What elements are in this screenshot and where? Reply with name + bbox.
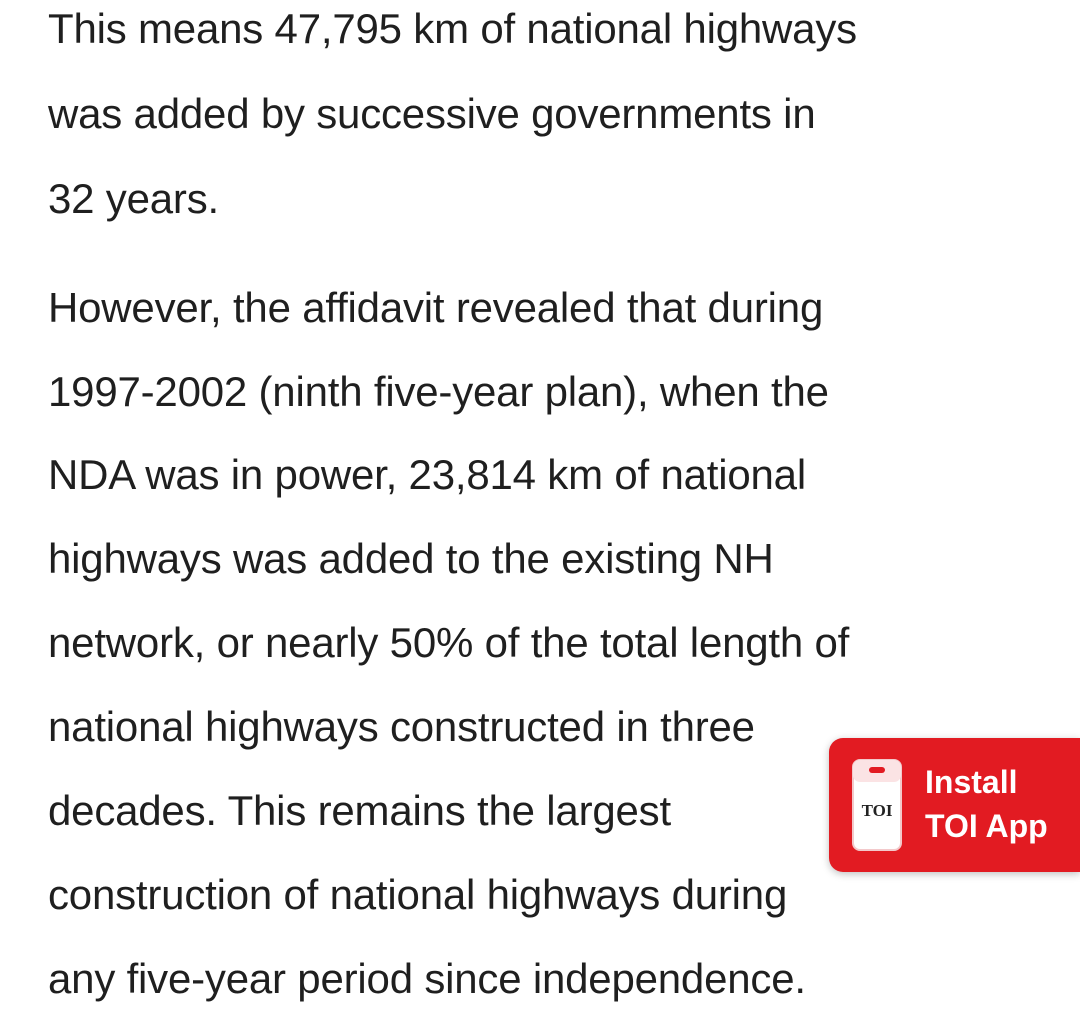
paragraph-line: was added by successive governments in xyxy=(48,90,816,137)
paragraph-line: decades. This remains the largest xyxy=(48,787,671,834)
toi-logo-text: TOI xyxy=(861,801,893,820)
paragraph-line: NDA was in power, 23,814 km of national xyxy=(48,451,806,498)
paragraph-line: 1997-2002 (ninth five-year plan), when the xyxy=(48,368,829,415)
paragraph-line: national highways constructed in three xyxy=(48,703,755,750)
toi-app-label: TOI App xyxy=(925,808,1048,844)
install-toi-app-button[interactable] xyxy=(829,738,1080,872)
paragraph-line: 32 years. xyxy=(48,175,219,222)
paragraph-line: construction of national highways during xyxy=(48,871,788,918)
phone-app-icon xyxy=(851,758,903,852)
paragraph-line: any five-year period since independence. xyxy=(48,955,806,1002)
paragraph-line: This means 47,795 km of national highways xyxy=(48,5,857,52)
paragraph-line: However, the affidavit revealed that during xyxy=(48,284,824,331)
install-banner-label xyxy=(925,760,1048,848)
paragraph-line: network, or nearly 50% of the total length of xyxy=(48,619,850,666)
install-label: Install xyxy=(925,764,1018,800)
paragraph-line: highways was added to the existing NH xyxy=(48,535,774,582)
